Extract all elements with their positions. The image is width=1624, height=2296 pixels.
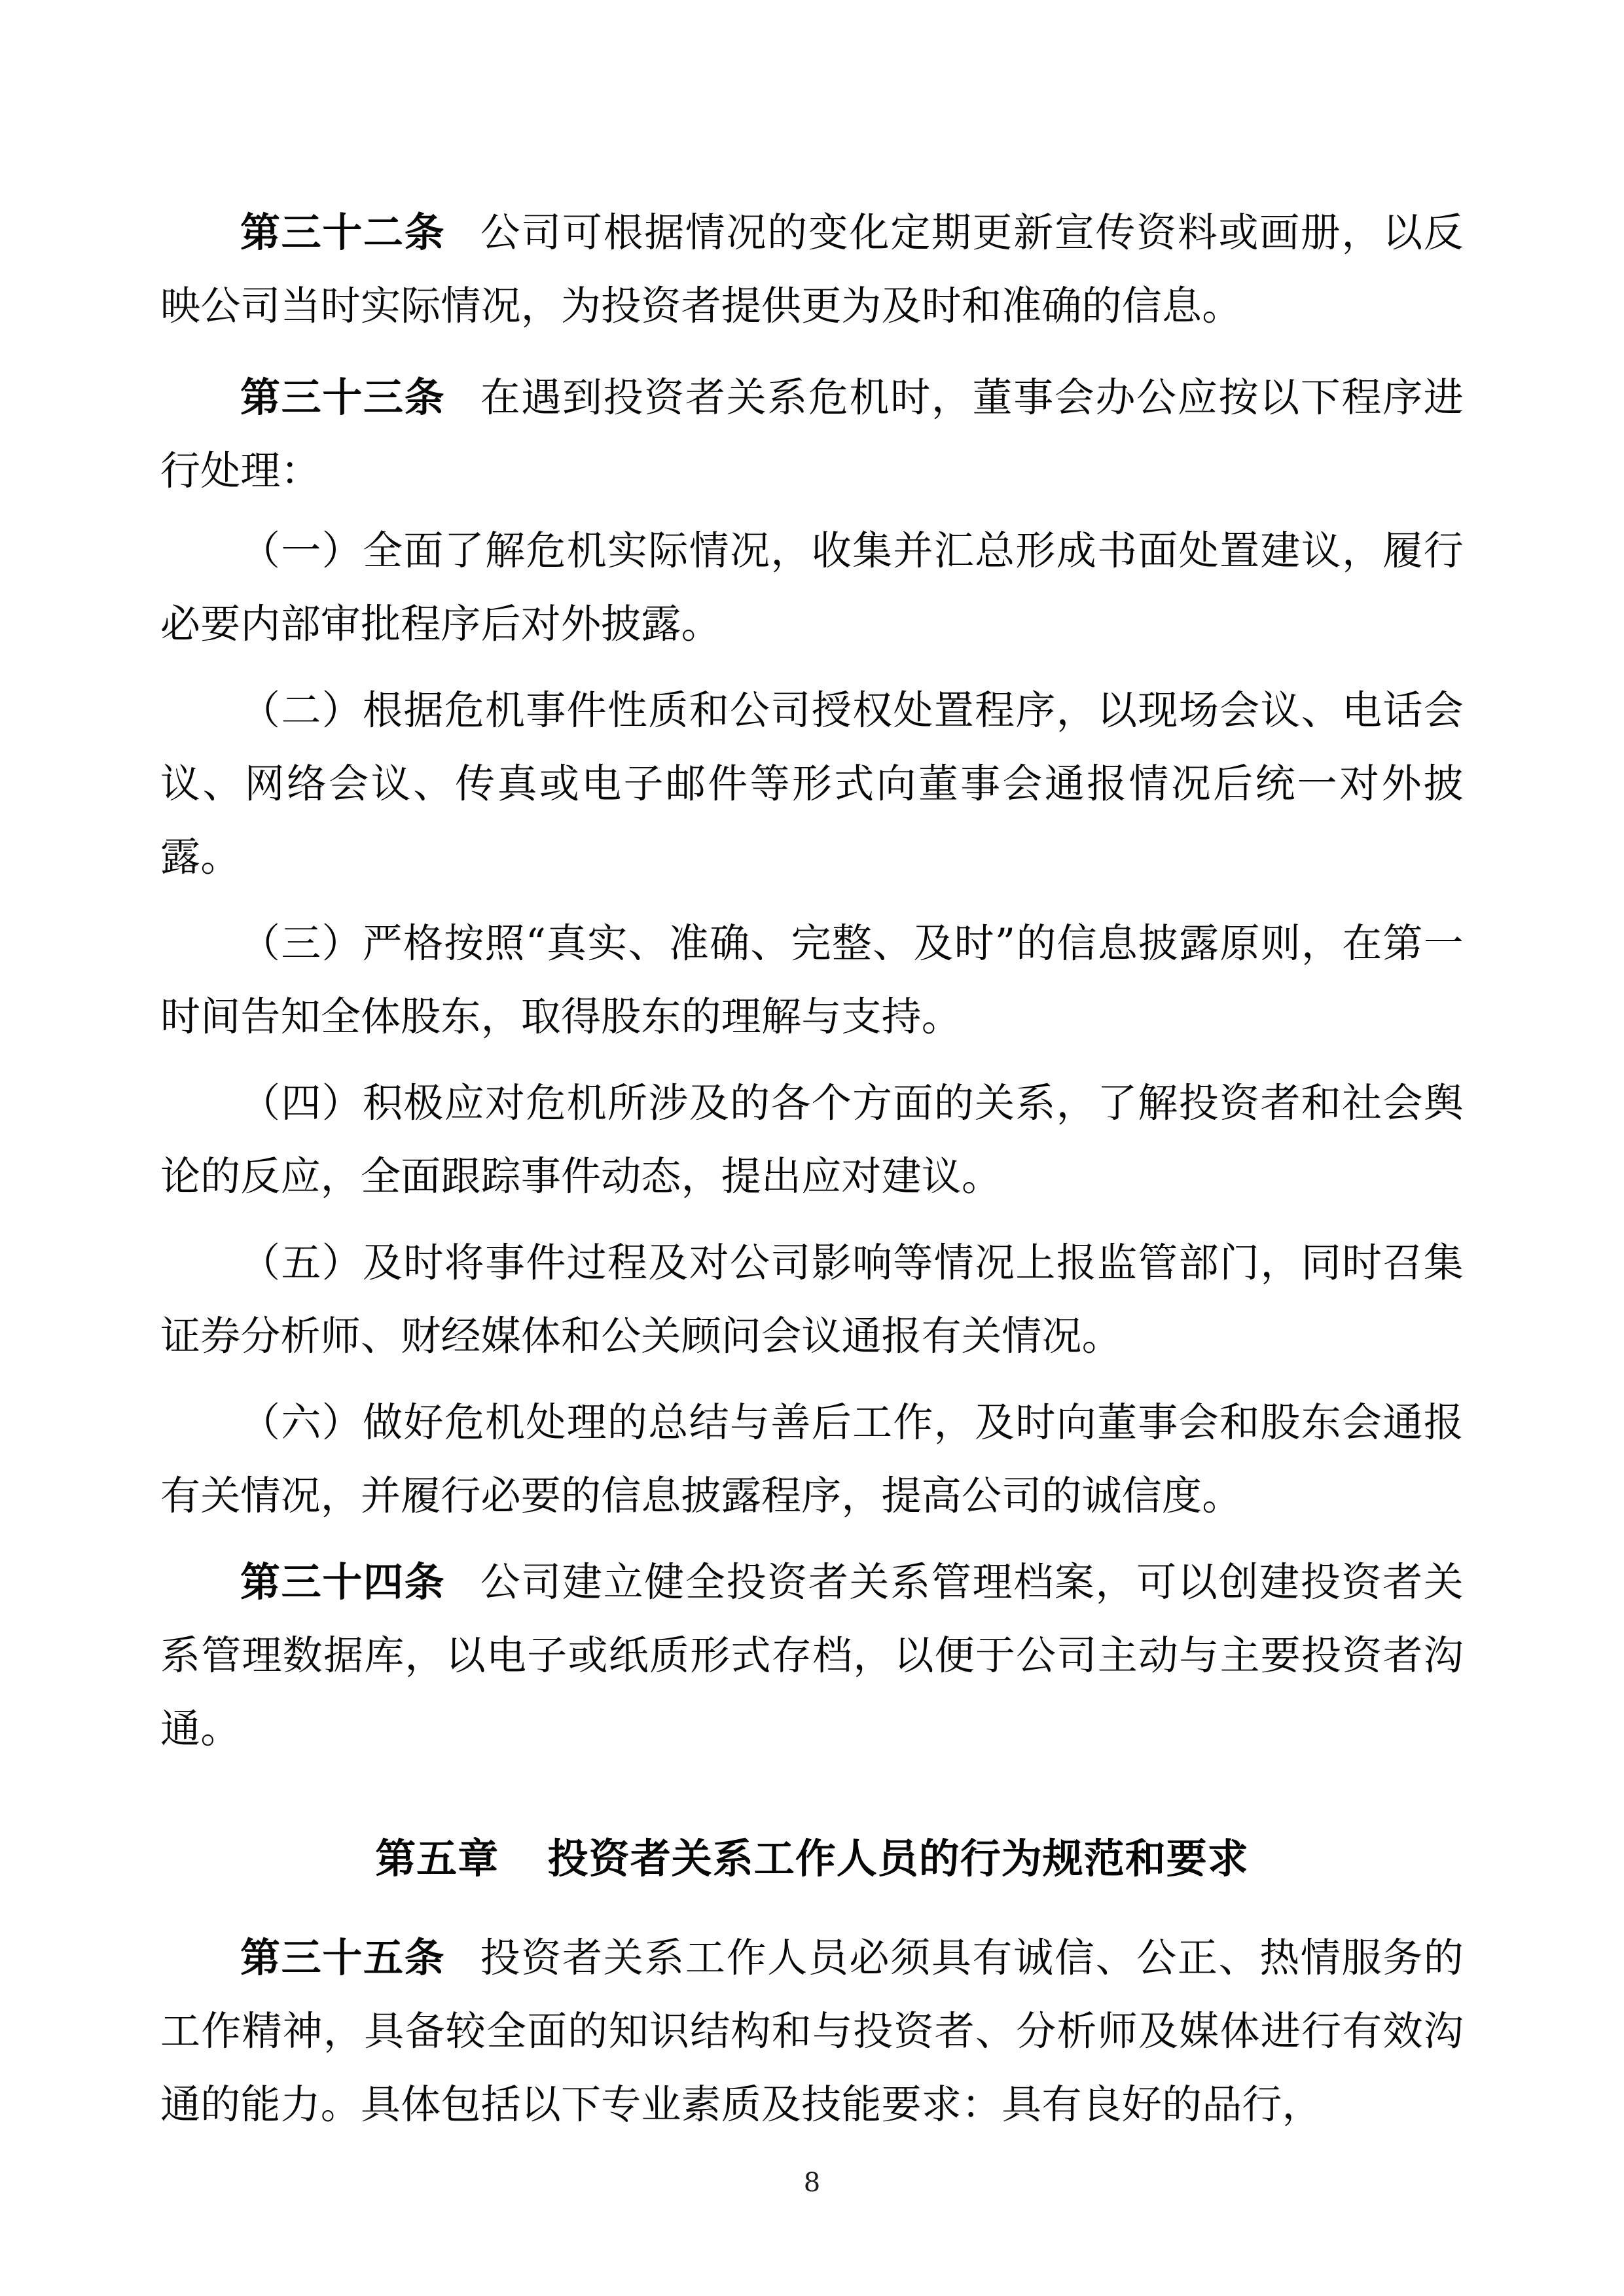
list-item-4 <box>160 1067 1464 1213</box>
list-marker-4: （四） <box>240 1080 363 1126</box>
list-marker-2: （二） <box>240 687 363 734</box>
article-text-35: 投资者关系工作人员必须具有诚信、公正、热情服务的工作精神，具备较全面的知识结构和与投资者、分析师及媒体进行有效沟通的能力。具体包括以下专业素质及技能要求：具有良好的品行， <box>160 1935 1464 2128</box>
chapter-number: 第五章 <box>375 1835 499 1882</box>
list-item-1 <box>160 514 1464 661</box>
page-number: 8 <box>803 2168 821 2198</box>
article-text-34: 公司建立健全投资者关系管理档案，可以创建投资者关系管理数据库，以电子或纸质形式存档，以便于公司主动与主要投资者沟通。 <box>160 1559 1464 1752</box>
article-label-32: 第三十二条 <box>240 209 446 256</box>
paragraph-article-34 <box>160 1546 1464 1766</box>
list-text-1: 全面了解危机实际情况，收集并汇总形成书面处置建议，履行必要内部审批程序后对外披露。 <box>160 528 1464 647</box>
list-item-5 <box>160 1227 1464 1373</box>
article-label-34: 第三十四条 <box>240 1559 446 1605</box>
article-label-35: 第三十五条 <box>240 1935 446 1981</box>
list-text-3: 严格按照“真实、准确、完整、及时”的信息披露原则，在第一时间告知全体股东，取得股东的理解与支持。 <box>160 920 1464 1040</box>
list-marker-6: （六） <box>240 1399 363 1446</box>
list-text-5: 及时将事件过程及对公司影响等情况上报监管部门，同时召集证券分析师、财经媒体和公关顾问会议通报有关情况。 <box>160 1240 1464 1359</box>
list-marker-3: （三） <box>240 920 363 967</box>
paragraph-article-33 <box>160 361 1464 508</box>
chapter-title: 投资者关系工作人员的行为规范和要求 <box>547 1835 1249 1882</box>
paragraph-article-35 <box>160 1922 1464 2142</box>
document-body <box>160 196 1464 2142</box>
list-marker-5: （五） <box>240 1240 363 1286</box>
list-text-6: 做好危机处理的总结与善后工作，及时向董事会和股东会通报有关情况，并履行必要的信息披露程序，提高公司的诚信度。 <box>160 1399 1464 1519</box>
list-text-2: 根据危机事件性质和公司授权处置程序，以现场会议、电话会议、网络会议、传真或电子邮件等形式向董事会通报情况后统一对外披露。 <box>160 687 1464 880</box>
article-text-33: 在遇到投资者关系危机时，董事会办公应按以下程序进行处理： <box>160 374 1464 494</box>
list-marker-1: （一） <box>240 528 363 574</box>
list-item-3 <box>160 907 1464 1054</box>
list-item-6 <box>160 1386 1464 1533</box>
article-text-32: 公司可根据情况的变化定期更新宣传资料或画册，以反映公司当时实际情况，为投资者提供更为及时和准确的信息。 <box>160 209 1464 329</box>
chapter-heading <box>160 1822 1464 1895</box>
paragraph-article-32 <box>160 196 1464 343</box>
list-item-2 <box>160 674 1464 894</box>
article-label-33: 第三十三条 <box>240 374 446 421</box>
list-text-4: 积极应对危机所涉及的各个方面的关系，了解投资者和社会舆论的反应，全面跟踪事件动态，提出应对建议。 <box>160 1080 1464 1200</box>
